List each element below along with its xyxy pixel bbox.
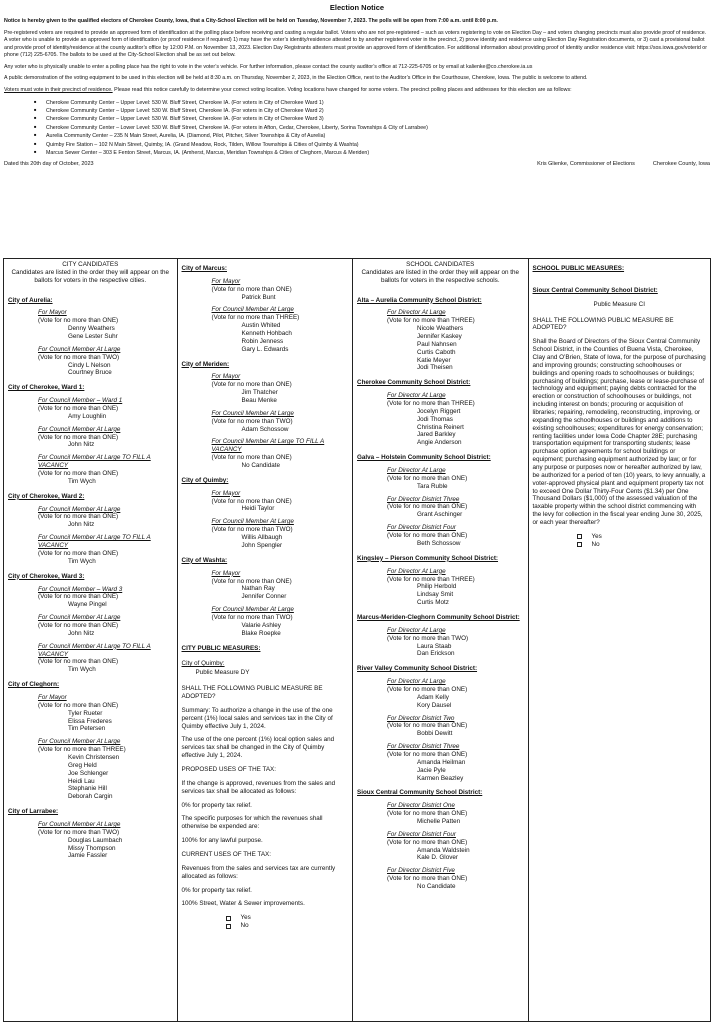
candidate-name: Jim Thatcher [241, 389, 278, 397]
column-subtitle: Candidates are listed in the order they will appear on the ballots for voters in the respective cities. [11, 268, 170, 284]
dated-line [4, 161, 710, 168]
intro-p1: Notice is hereby given to the qualified electors of Cherokee County, Iowa, that a City-School Election will be held on Tuesday, November 7, 2023. The polls will be open from 7:00 a.m. until 8:00 p.m. [4, 18, 498, 25]
vote-instruction: (Vote for no more than THREE) [387, 317, 475, 325]
polling-place: ■ Cherokee Community Center – Upper Level: 530 W. Bluff Street, Cherokee IA. (For voters in City of Cherokee Ward 1) [34, 99, 710, 107]
vote-instruction: (Vote for no more than ONE) [38, 470, 119, 478]
section-title: City of Larrabee: [8, 808, 59, 816]
yes-option[interactable] [577, 533, 706, 541]
candidate-name: Nicole Weathers [417, 325, 464, 333]
office-title: For Council Member At Large [38, 820, 121, 828]
school-public-measures-column [529, 259, 710, 1021]
candidate-name: Missy Thompson [68, 844, 116, 852]
candidate-name: Jocelyn Riggert [417, 407, 461, 415]
vote-instruction: (Vote for no more than ONE) [387, 750, 468, 758]
candidate-name: Nathan Ray [241, 585, 275, 593]
candidate-name: Grant Aschinger [417, 511, 463, 519]
vote-instruction: (Vote for no more than ONE) [38, 317, 119, 325]
candidate-name: Cindy L Nelson [68, 361, 111, 369]
vote-instruction: (Vote for no more than TWO) [211, 613, 293, 621]
vote-instruction: (Vote for no more than ONE) [387, 810, 468, 818]
vote-instruction: (Vote for no more than ONE) [387, 503, 468, 511]
vote-instruction: (Vote for no more than ONE) [211, 454, 292, 462]
candidate-name: Elissa Frederes [68, 717, 112, 725]
vote-instruction: (Vote for no more than ONE) [387, 875, 468, 883]
candidate-name: Karmen Beazley [417, 774, 464, 782]
measure-text: The use of the one percent (1%) local option sales and services tax shall be changed in the City of Quimby effective July 1, 2024. [181, 736, 335, 760]
candidate-name: Curtis Motz [417, 599, 449, 607]
district-section [8, 384, 173, 485]
measure-text: The specific purposes for which the revenues shall otherwise be expended are: [181, 815, 323, 831]
candidate-name: Valarie Ashley [241, 621, 281, 629]
candidate-name: Tim Wych [68, 666, 96, 674]
office-title: For Director District Three [387, 743, 460, 751]
section-title: City of Aurelia: [8, 296, 53, 304]
office-title: For Director District Four [387, 524, 456, 532]
district-section [357, 789, 524, 890]
office-title: For Council Member At Large [211, 606, 294, 614]
section-list [357, 297, 524, 891]
vote-instruction: (Vote for no more than ONE) [211, 381, 292, 389]
district-section [357, 379, 524, 447]
candidate-name: Stephanie Hill [68, 785, 107, 793]
intro-paragraph-3: Any voter who is physically unable to enter a polling place has the right to vote in the voter’s vehicle. For further information, please contact the county auditor’s office at 712-225-6705 or by email at kalienke@co.cherokee.ia.us [4, 63, 533, 70]
polling-place: ■ Cherokee Community Center – Upper Level: 530 W. Bluff Street, Cherokee IA. (For voters in City of Cherokee Ward 2) [34, 107, 710, 115]
yes-checkbox[interactable] [577, 534, 582, 539]
office-title: For Director At Large [387, 626, 446, 634]
section-title: Kingsley – Pierson Community School District: [357, 554, 499, 562]
no-option[interactable] [226, 922, 349, 930]
section-title: Marcus-Meriden-Cleghorn Community School District: [357, 613, 520, 621]
candidate-name: Angie Anderson [417, 439, 462, 447]
candidate-name: Gary L. Edwards [241, 345, 289, 353]
office-title: For Mayor [211, 277, 241, 285]
dated-text: Dated this 20th day of October, 2023 [4, 160, 94, 167]
measure-text: 0% for property tax relief. [181, 886, 252, 894]
candidate-name: Curtis Caboth [417, 348, 456, 356]
signer-place: Cherokee County, Iowa [652, 160, 710, 167]
candidate-name: Tyler Rueter [68, 709, 103, 717]
office-title: For Council Member At Large [211, 518, 294, 526]
candidate-name: Katie Meyer [417, 356, 451, 364]
vote-instruction: (Vote for no more than TWO) [38, 828, 120, 836]
candidate-name: Courtney Bruce [68, 369, 112, 377]
candidate-name: Tim Wych [68, 557, 96, 565]
candidate-name: Blake Roepke [241, 629, 281, 637]
candidate-name: Amy Loughlin [68, 412, 107, 420]
candidate-name: Adam Kelly [417, 693, 449, 701]
candidate-name: Joe Schlenger [68, 769, 109, 777]
district-section [357, 614, 524, 658]
candidate-name: Kenneth Hohbach [241, 330, 292, 338]
vote-instruction: (Vote for no more than ONE) [38, 549, 119, 557]
candidate-name: Jared Barkley [417, 431, 456, 439]
precinct-highlight: Voters must vote in their precinct of residence. [4, 86, 113, 93]
vote-instruction: (Vote for no more than ONE) [38, 658, 119, 666]
candidate-name: John Spengler [241, 541, 283, 549]
candidate-name: Douglas Laumbach [68, 836, 123, 844]
vote-instruction: (Vote for no more than ONE) [38, 593, 119, 601]
district-section [357, 297, 524, 373]
candidate-name: Willis Allbaugh [241, 534, 283, 542]
no-checkbox[interactable] [577, 542, 582, 547]
candidate-name: John Nitz [68, 521, 95, 529]
yes-label: Yes [240, 914, 251, 922]
candidate-name: Jodi Thomas [417, 415, 453, 423]
candidate-name: Kevin Christensen [68, 753, 120, 761]
office-title: For Council Member At Large [38, 425, 121, 433]
office-title: For Director At Large [387, 392, 446, 400]
section-list [182, 265, 349, 638]
section-title: Galva – Holstein Community School District: [357, 454, 491, 462]
office-title: For Council Member – Ward 3 [38, 585, 123, 593]
district-section [182, 361, 349, 470]
district-section [8, 493, 173, 566]
district-section [182, 557, 349, 638]
district-section [357, 555, 524, 607]
vote-instruction: (Vote for no more than ONE) [387, 722, 468, 730]
candidate-name: Michelle Patten [417, 817, 461, 825]
measure-name: Public Measure DY [195, 669, 250, 677]
section-title: River Valley Community School District: [357, 665, 478, 673]
signature-block [519, 161, 710, 168]
section-title: Sioux Central Community School District: [357, 789, 483, 797]
office-title: For Council Member At Large [211, 409, 294, 417]
candidate-name: Greg Held [68, 761, 97, 769]
candidate-name: Jamie Fassler [68, 852, 108, 860]
district-title: Sioux Central Community School District: [532, 286, 658, 294]
office-title: For Director District One [387, 802, 455, 810]
measure-name: Public Measure CI [593, 300, 645, 308]
office-title: For Council Member At Large TO FILL A VACANCY [38, 534, 151, 550]
candidate-name: Beau Menke [241, 397, 277, 405]
page-title: Election Notice [329, 3, 385, 12]
vote-instruction: (Vote for no more than TWO) [211, 417, 293, 425]
section-title: City of Quimby: [181, 476, 229, 484]
polling-place: ■ Cherokee Community Center – Lower Level: 530 W. Bluff Street, Cherokee IA. (For voters in Afton, Cedar, Cherokee, Liberty, Sorina Townships & City of Larrabee) [34, 124, 710, 132]
intro-paragraph-1 [4, 18, 710, 26]
polling-place: ■ Cherokee Community Center – Upper Level: 530 W. Bluff Street, Cherokee IA. (For voters in City of Cherokee Ward 3) [34, 115, 710, 123]
office-title: For Council Member At Large [38, 505, 121, 513]
office-title: For Mayor [38, 693, 67, 701]
district-section [8, 808, 173, 860]
polling-place: ■ Aurelia Community Center – 235 N Main Street, Aurelia, IA. (Diamond, Pilot, Pitcher, Silver Townships & City of Aurelia) [34, 132, 710, 140]
column-title: CITY CANDIDATES [62, 261, 119, 268]
candidate-name: Adam Schossow [241, 425, 289, 433]
measure-body: Shall the Board of Directors of the Sioux Central Community School District, in the Counties of Buena Vista, Cherokee, Clay and O’Brien, State of Iowa, for the purpose of purchasing and improving grounds; constructing schoolhouses or buildings and opening roads to schoolhouses or buildings; purchasing of buildings; purchase, lease or lease-purchase of technology and equipment; paying debts contracted for the erection or construction of schoolhouses or buildings, not including interest on bonds; procuring or acquisition of libraries; repairing, remodeling, reconstructing, improving, or expanding the schoolhouses or buildings and additions to existing schoolhouses; expenditures for energy conservation; renting facilities under Iowa Code Chapter 28E; purchasing transportation equipment for transporting students; lease purchase option agreements for school buildings or equipment; purchasing equipment authorized by law; or for any purpose or purposes now or hereafter authorized by law, be authorized for a period of ten (10) years, to levy annually, a voter-approved physical plant and equipment property tax not to exceed One Dollar Thirty-Four Cents ($1.34) per One Thousand Dollars ($1,000) of the assessed valuation of the taxable property within the school district commencing with the levy for collection in the fiscal year ending June 30, 2025, or each year thereafter? [532, 338, 706, 527]
section-title: City of Cherokee, Ward 1: [8, 384, 85, 392]
district-section [8, 681, 173, 801]
office-title: For Director At Large [387, 309, 446, 317]
measure-question: SHALL THE FOLLOWING PUBLIC MEASURE BE ADOPTED? [532, 316, 674, 332]
candidate-name: Laura Staab [417, 642, 452, 650]
column-subtitle: Candidates are listed in the order they will appear on the ballots for voters in the respective schools. [361, 268, 520, 284]
office-title: For Director At Large [387, 567, 446, 575]
candidate-name: Jennifer Kaskey [417, 333, 462, 341]
vote-instruction: (Vote for no more than THREE) [387, 400, 475, 408]
office-title: For Mayor [211, 569, 241, 577]
office-title: For Mayor [211, 489, 241, 497]
vote-instruction: (Vote for no more than ONE) [38, 701, 119, 709]
signer: Kris Glienke, Commissioner of Elections [537, 160, 635, 167]
intro-paragraph-5 [4, 87, 710, 95]
candidate-name: Gene Lester Suhr [68, 333, 118, 341]
quimby-measure-title: City of Quimby: [181, 660, 225, 668]
measure-text: If the change is approved, revenues from the sales and services tax shall be allocated as follows: [181, 779, 336, 795]
vote-instruction: (Vote for no more than ONE) [387, 838, 468, 846]
section-title: City of Meriden: [181, 360, 230, 368]
section-title: City of Cherokee, Ward 3: [8, 572, 85, 580]
office-title: For Director District Three [387, 495, 460, 503]
office-title: For Mayor [38, 309, 67, 317]
candidate-name: Robin Jenness [241, 337, 284, 345]
vote-instruction: (Vote for no more than ONE) [387, 532, 468, 540]
city-candidates-continued-column [178, 259, 354, 1021]
candidate-name: John Nitz [68, 629, 95, 637]
vote-instruction: (Vote for no more than TWO) [38, 353, 120, 361]
school-measures-title: SCHOOL PUBLIC MEASURES: [532, 265, 625, 272]
candidate-name: Kale D. Glover [417, 854, 458, 862]
candidate-name: Amanda Heilman [417, 758, 466, 766]
section-title: Cherokee Community School District: [357, 379, 471, 387]
office-title: For Director District Two [387, 714, 455, 722]
measure-question: SHALL THE FOLLOWING PUBLIC MEASURE BE ADOPTED? [181, 685, 323, 700]
intro-p5-text: Please read this notice carefully to determine your correct voting location. Voting locations have changed for some voters. The precinct polling places and addresses for this election are as follows: [112, 86, 572, 93]
candidate-name: Lindsay Smit [417, 591, 454, 599]
yes-checkbox[interactable] [226, 916, 231, 921]
vote-instruction: (Vote for no more than THREE) [38, 746, 126, 754]
office-title: For Director At Large [387, 678, 446, 686]
office-title: For Director At Large [387, 467, 446, 475]
office-title: For Council Member At Large TO FILL A VACANCY [211, 438, 325, 454]
candidate-name: Deborah Cargin [68, 793, 113, 801]
section-title: City of Washta: [181, 556, 228, 564]
candidate-name: Jodi Theisen [417, 364, 453, 372]
column-title: SCHOOL CANDIDATES [406, 261, 475, 268]
column-header [357, 261, 524, 285]
measure-text: 100% Street, Water & Sewer improvements. [181, 900, 305, 908]
candidate-name: Bobbi Dewitt [417, 730, 453, 738]
school-candidates-column [353, 259, 529, 1021]
vote-instruction: (Vote for no more than THREE) [387, 575, 475, 583]
office-title: For Director District Four [387, 830, 456, 838]
candidate-name: Kory Dausel [417, 701, 452, 709]
vote-instruction: (Vote for no more than TWO) [211, 526, 293, 534]
office-title: For Council Member At Large [211, 306, 294, 314]
section-title: Alta – Aurelia Community School District: [357, 296, 482, 304]
measure-text: Revenues from the sales and services tax are currently allocated as follows: [181, 864, 336, 880]
office-title: For Mayor [211, 373, 241, 381]
candidate-name: Heidi Lau [68, 777, 95, 785]
measure-summary: Summary: To authorize a change in the use of the one percent (1%) local sales and services tax in the City of Quimby effective July 1, 2024. [181, 706, 333, 730]
district-section [357, 665, 524, 782]
office-title: For Council Member – Ward 1 [38, 397, 123, 405]
yes-option[interactable] [226, 914, 349, 922]
no-option[interactable] [577, 541, 706, 549]
candidate-name: Heidi Taylor [241, 505, 275, 513]
vote-instruction: (Vote for no more than ONE) [38, 513, 119, 521]
current-uses-heading: CURRENT USES OF THE TAX: [181, 850, 271, 858]
candidate-name: Dan Erickson [417, 650, 455, 658]
intro-paragraph-2: Pre-registered voters are required to provide an approved form of identification at the polling place before receiving and casting a regular ballot. Voters who are not pre-registered – such as voters registering to vote on Election Day – and voters changing precincts must also provide proof of residence. A voter who is unable to provide an approved form of identification (or proof residence if required) 1) may have the voter’s identity/residence attested to by another registered voter in the precinct, 2) prove identity and residence using Election Day Registration documents, or 3) cast a provisional ballot and provide proof of identity/residence at the county auditor’s office by 12:00 P.M. on November 13, 2023. Election Day Registrants attesters must provide an approved form of identification. For additional information about providing proof of identity and/or residence visit: https://sos.iowa.gov/voterid or phone (712) 225-6705. The ballots to be used at the City-School Election shall be as set out below. [4, 29, 708, 59]
proposed-uses-heading: PROPOSED USES OF THE TAX: [181, 765, 276, 773]
city-candidates-column [4, 259, 178, 1021]
vote-instruction: (Vote for no more than ONE) [38, 621, 119, 629]
office-title: For Council Member At Large [38, 738, 121, 746]
candidate-name: No Candidate [241, 462, 281, 470]
vote-instruction: (Vote for no more than ONE) [211, 577, 292, 585]
candidate-name: Tim Wych [68, 477, 96, 485]
vote-instruction: (Vote for no more than ONE) [211, 497, 292, 505]
district-section [8, 297, 173, 378]
section-title: City of Marcus: [181, 265, 227, 272]
section-list [8, 297, 173, 861]
office-title: For Council Member At Large [38, 345, 121, 353]
section-title: City of Cherokee, Ward 2: [8, 492, 85, 500]
section-title: City of Cleghorn: [8, 681, 60, 689]
candidate-name: Amanda Waldstein [417, 846, 470, 854]
polling-places-list [34, 99, 710, 158]
office-title: For Council Member At Large TO FILL A VACANCY [38, 642, 151, 658]
city-public-measures [182, 645, 349, 930]
vote-instruction: (Vote for no more than ONE) [387, 474, 468, 482]
vote-instruction: (Vote for no more than ONE) [211, 285, 292, 293]
vote-instruction: (Vote for no more than ONE) [38, 405, 119, 413]
vote-instruction: (Vote for no more than TWO) [387, 634, 469, 642]
candidate-name: Christina Reinert [417, 423, 464, 431]
candidate-name: No Candidate [417, 883, 456, 890]
candidate-name: Patrick Bunt [241, 293, 276, 301]
measure-text: 100% for any lawful purpose. [181, 837, 263, 845]
candidate-name: Jennifer Conner [241, 593, 287, 601]
district-section [182, 265, 349, 354]
candidate-name: Paul Nahnsen [417, 340, 457, 348]
measures-title: CITY PUBLIC MEASURES: [181, 644, 261, 652]
office-title: For Director District Five [387, 867, 455, 875]
candidate-name: Austin Whited [241, 322, 281, 330]
vote-instruction: (Vote for no more than ONE) [387, 685, 468, 693]
candidate-name: Jacie Pyle [417, 766, 446, 774]
intro-paragraph-4: A public demonstration of the voting equipment to be used in this election will be held at 8:30 a.m. on Thursday, November 2, 2023, in the Election Office, next to the Auditor’s Office in the Courthouse, Cherokee, Iowa. The public is welcome to attend. [4, 75, 588, 82]
no-label: No [591, 540, 600, 548]
candidate-name: Tara Ruble [417, 482, 448, 490]
yes-label: Yes [591, 532, 602, 540]
no-label: No [240, 922, 249, 930]
polling-place: ■ Quimby Fire Station – 102 N Main Street, Quimby, IA. (Grand Meadow, Rock, Tilden, Willow Townships & Cities of Quimby & Washta) [34, 141, 710, 149]
notice-intro [4, 18, 710, 94]
vote-instruction: (Vote for no more than ONE) [38, 433, 119, 441]
ballot-grid [3, 258, 711, 1022]
candidate-name: Beth Schossow [417, 539, 461, 547]
office-title: For Council Member At Large TO FILL A VACANCY [38, 454, 151, 470]
no-checkbox[interactable] [226, 924, 231, 929]
candidate-name: John Nitz [68, 441, 95, 449]
district-section [8, 573, 173, 674]
candidate-name: Denny Weathers [68, 325, 115, 333]
measure-text: 0% for property tax relief. [181, 801, 252, 809]
column-header [8, 261, 173, 285]
district-section [357, 454, 524, 548]
office-title: For Council Member At Large [38, 614, 121, 622]
polling-place: ■ Marcus Sewer Center – 303 E Fenton Street, Marcus, IA. (Amherst, Marcus, Meridian Townships & Cities of Cleghorn, Marcus & Meriden) [34, 149, 710, 157]
district-section [182, 477, 349, 550]
school-measure [533, 265, 706, 549]
candidate-name: Wayne Pingel [68, 601, 107, 609]
vote-instruction: (Vote for no more than THREE) [211, 314, 300, 322]
candidate-name: Tim Petersen [68, 725, 106, 733]
candidate-name: Philip Herbold [417, 583, 457, 591]
